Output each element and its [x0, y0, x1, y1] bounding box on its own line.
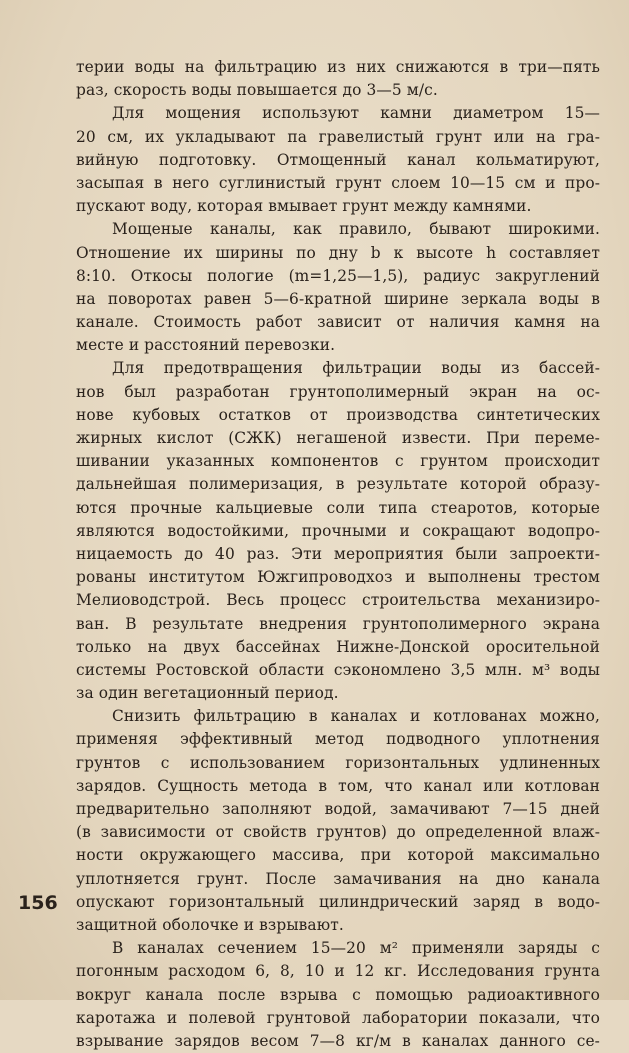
text-line: Для мощения используют камни диаметром 15— [112, 104, 600, 123]
page-number: 156 [18, 892, 58, 914]
text-line: засыпая в него суглинистый грунт слоем 10—15 см и про- [76, 173, 600, 192]
text-line: рованы институтом Южгипроводхоз и выполнены трестом [76, 568, 600, 587]
text-line: каротажа и полевой грунтовой лаборатории показали, что [76, 1008, 600, 1027]
body-text [76, 56, 600, 1053]
text-line: предварительно заполняют водой, замачивают 7—15 дней [76, 800, 600, 818]
text-line: нове кубовых остатков от производства синтетических [76, 405, 600, 424]
text-line: Мощеные каналы, как правило, бывают широкими. [112, 220, 600, 239]
text-line: ности окружающего массива, при которой максимально [76, 846, 600, 865]
text-line: погонным расходом 6, 8, 10 и 12 кг. Исследования грунта [76, 962, 600, 981]
text-line: В каналах сечением 15—20 м² применяли заряды с [112, 939, 600, 958]
text-line: ницаемость до 40 раз. Эти мероприятия были запроекти- [76, 544, 600, 563]
text-line: Отношение их ширины по дну b к высоте h составляет [76, 243, 600, 262]
text-line: Мелиоводстрой. Весь процесс строительства механизиро- [76, 591, 600, 610]
text-line: шивании указанных компонентов с грунтом происходит [76, 452, 600, 471]
text-line: вокруг канала после взрыва с помощью радиоактивного [76, 985, 600, 1004]
text-line: системы Ростовской области сэкономлено 3,5 млн. м³ воды [76, 660, 600, 679]
text-line: 20 см, их укладывают па гравелистый грунт или на гра- [76, 127, 600, 146]
text-line: пускают воду, которая вмывает грунт между камнями. [76, 197, 532, 216]
text-line: Для предотвращения фильтрации воды из бассей- [112, 359, 600, 378]
text-line: взрывание зарядов весом 7—8 кг/м в каналах данного се- [76, 1031, 600, 1050]
text-line: опускают горизонтальный цилиндрический заряд в водо- [76, 892, 600, 911]
text-line: являются водостойкими, прочными и сокращают водопро- [76, 521, 600, 540]
text-line: месте и расстояний перевозки. [76, 336, 336, 355]
text-line: 8:10. Откосы пологие (m=1,25—1,5), радиус закруглений [76, 266, 600, 285]
text-line: жирных кислот (СЖК) негашеной извести. При переме- [76, 429, 600, 447]
text-line: канале. Стоимость работ зависит от наличия камня на [76, 313, 600, 332]
text-line: вийную подготовку. Отмощенный канал кольматируют, [76, 150, 600, 169]
text-line: на поворотах равен 5—6-кратной ширине зеркала воды в [76, 289, 600, 308]
text-line: нов был разработан грунтополимерный экран на ос- [76, 382, 600, 401]
text-line: дальнейшая полимеризация, в результате которой образу- [76, 475, 600, 494]
text-line: грунтов с использованием горизонтальных удлиненных [76, 753, 600, 772]
text-line: защитной оболочке и взрывают. [76, 915, 344, 934]
text-line: (в зависимости от свойств грунтов) до определенной влаж- [76, 823, 600, 842]
text-line: Снизить фильтрацию в каналах и котлованах можно, [112, 707, 600, 726]
text-line: ются прочные кальциевые соли типа стеаротов, которые [76, 498, 600, 517]
text-line: за один вегетационный период. [76, 684, 339, 703]
text-line: уплотняется грунт. После замачивания на дно канала [76, 869, 600, 888]
text-line: терии воды на фильтрацию из них снижаются в три—пять [76, 58, 600, 76]
text-line: ван. В результате внедрения грунтополимерного экрана [76, 614, 600, 633]
text-line: раз, скорость воды повышается до 3—5 м/с. [76, 81, 438, 100]
text-line: только на двух бассейнах Нижне-Донской оросительной [76, 637, 600, 656]
text-line: применяя эффективный метод подводного уплотнения [76, 730, 600, 749]
text-line: зарядов. Сущность метода в том, что канал или котлован [76, 776, 600, 795]
